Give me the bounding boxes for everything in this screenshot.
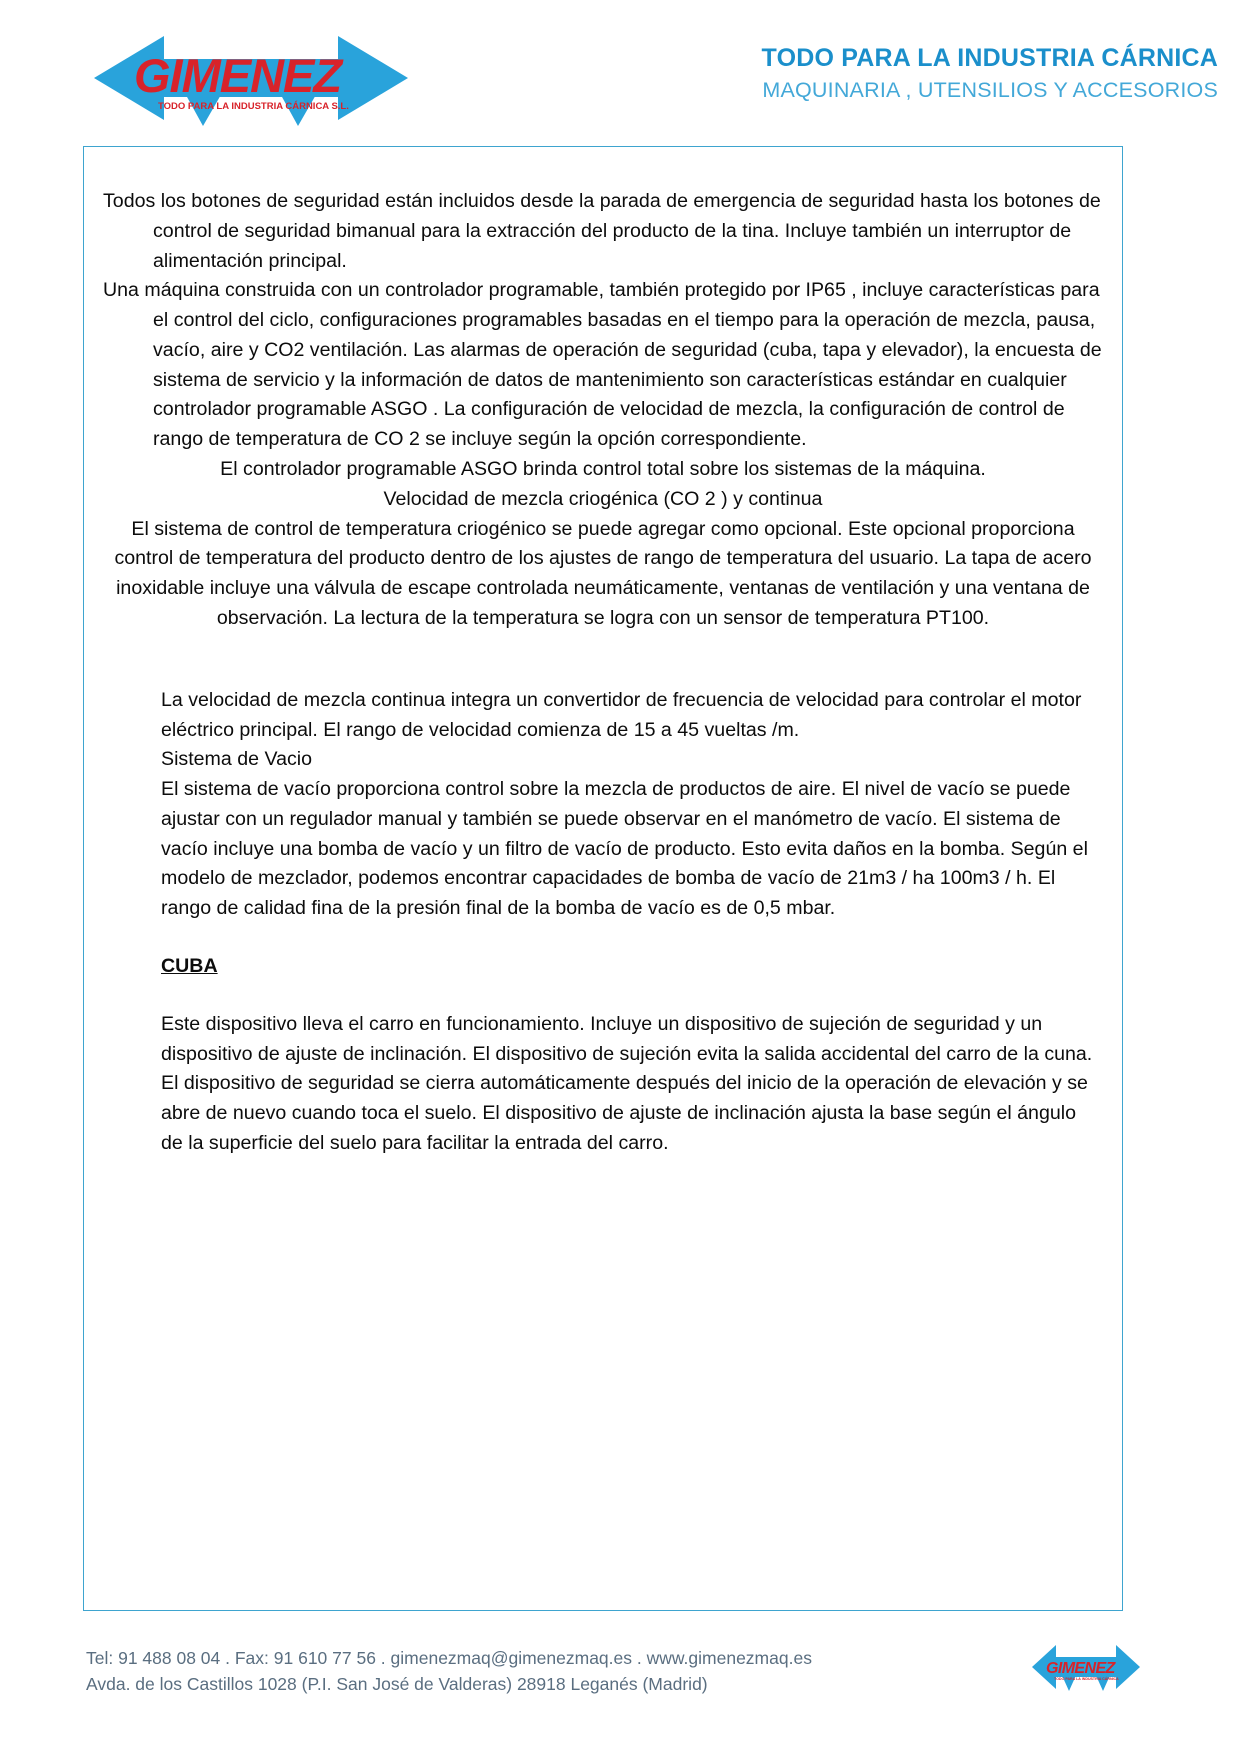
- gimenez-logo-icon: [86, 26, 416, 131]
- paragraph-plc-machine-rest: características para el control del ciclo, configuraciones programables basadas en el tiempo para la operación de mezcla, pausa, vacío, aire y CO2 ventilación. Las alarmas de operación de seguridad (cuba, tapa y elevador), la encuesta de sistema de servicio y la información de datos de mantenimiento son características estándar en cualquier controlador programable ASGO . La configuración de velocidad de mezcla, la configuración de control de rango de temperatura de CO 2 se incluye según la opción correspondiente.: [153, 279, 1102, 451]
- paragraph-plc-machine: [103, 276, 1103, 455]
- footer-contact-block: [86, 1645, 812, 1698]
- gimenez-logo-small-icon: [1030, 1639, 1142, 1695]
- svg-text:GIMENEZ: GIMENEZ: [134, 49, 342, 102]
- spacer: [103, 634, 1103, 686]
- spacer: [103, 982, 1103, 1010]
- paragraph-cryogenic-heading: Velocidad de mezcla criogénica (CO 2 ) y continua: [383, 487, 823, 510]
- page-header: [0, 0, 1240, 150]
- document-content-box: [83, 146, 1123, 1611]
- paragraph-continuous-speed: La velocidad de mezcla continua integra un convertidor de frecuencia de velocidad para controlar el motor eléctrico principal. El rango de velocidad comienza de 15 a 45 vueltas /m.: [161, 688, 1082, 741]
- document-body: [103, 187, 1103, 1159]
- footer-contact-line1: Tel: 91 488 08 04 . Fax: 91 610 77 56 . gimenezmaq@gimenezmaq.es . www.gimenezmaq.es: [86, 1648, 812, 1668]
- header-subtitle: MAQUINARIA , UTENSILIOS Y ACCESORIOS: [762, 77, 1218, 102]
- footer-address-line2: Avda. de los Castillos 1028 (P.I. San José de Valderas) 28918 Leganés (Madrid): [86, 1674, 708, 1695]
- svg-text:TODO PARA LA INDUSTRIA CÁRNICA: TODO PARA LA INDUSTRIA CÁRNICA: [1054, 1677, 1119, 1681]
- paragraph-safety-buttons: [103, 187, 1103, 276]
- header-text-block: [762, 44, 1218, 105]
- svg-text:TODO PARA LA INDUSTRIA CÁRNICA: TODO PARA LA INDUSTRIA CÁRNICA S.L.: [158, 101, 349, 112]
- spacer: [103, 924, 1103, 952]
- paragraph-safety-buttons-rest: botones de control de seguridad bimanual para la extracción del producto de la tina. Incluye también un interruptor de alimentación principal.: [153, 190, 1101, 272]
- paragraph-vacuum-system: El sistema de vacío proporciona control sobre la mezcla de productos de aire. El nivel de vacío se puede ajustar con un regulador manual y también se puede observar en el manómetro de vacío. El sistema de vacío incluye una bomba de vacío y un filtro de vacío de producto. Esto evita daños en la bomba. Según el modelo de mezclador, podemos encontrar capacidades de bomba de vacío de 21m3 / ha 100m3 / h. El rango de calidad fina de la presión final de la bomba de vacío es de 0,5 mbar.: [161, 778, 1088, 920]
- paragraph-cryogenic-description: El sistema de control de temperatura criogénico se puede agregar como opcional. Este opcional proporciona control de temperatura del producto dentro de los ajustes de rango de temperatura del usuario. La tapa de acero inoxidable incluye una válvula de escape controlada neumáticamente, ventanas de ventilación y una ventana de observación. La lectura de la temperatura se logra con un sensor de temperatura PT100.: [114, 517, 1092, 629]
- paragraph-asgo-controller: El controlador programable ASGO brinda control total sobre los sistemas de la máquina.: [220, 458, 986, 481]
- company-logo: [86, 26, 416, 131]
- footer-logo: [1030, 1639, 1142, 1695]
- section-heading-cuba: CUBA: [161, 954, 218, 977]
- page-footer: [0, 1645, 1240, 1755]
- paragraph-cuba-description: Este dispositivo lleva el carro en funcionamiento. Incluye un dispositivo de sujeción de seguridad y un dispositivo de ajuste de inclinación. El dispositivo de sujeción evita la salida accidental del carro de la cuna. El dispositivo de seguridad se cierra automáticamente después del inicio de la operación de elevación y se abre de nuevo cuando toca el suelo. El dispositivo de ajuste de inclinación ajusta la base según el ángulo de la superficie del suelo para facilitar la entrada del carro.: [161, 1012, 1093, 1154]
- paragraph-safety-buttons-line1: Todos los botones de seguridad están incluidos desde la parada de emergencia de seguridad hasta los: [103, 190, 999, 212]
- header-title: TODO PARA LA INDUSTRIA CÁRNICA: [761, 44, 1218, 72]
- paragraph-plc-machine-line1: Una máquina construida con un controlador programable, también protegido por IP65 , incluye: [103, 279, 924, 302]
- svg-text:GIMENEZ: GIMENEZ: [1046, 1660, 1115, 1677]
- heading-sistema-de-vacio: Sistema de Vacio: [161, 748, 313, 771]
